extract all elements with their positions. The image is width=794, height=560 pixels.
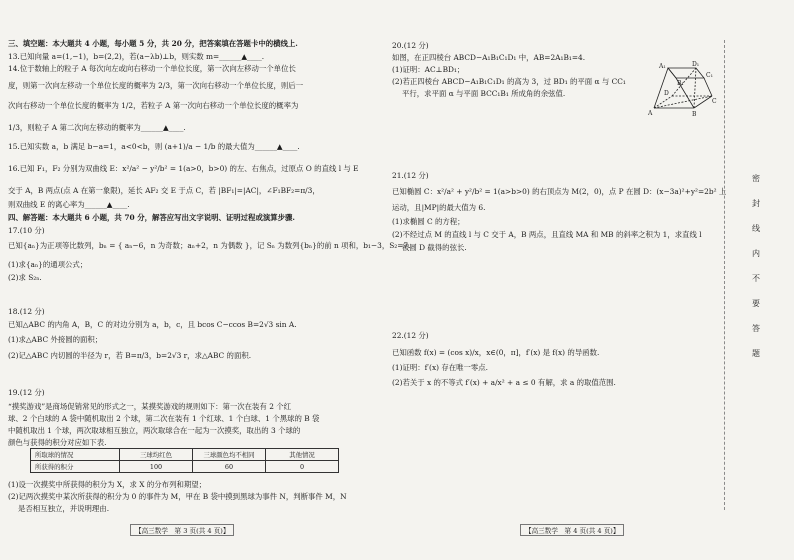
frustum-edge-aa1 [654, 68, 668, 108]
question-22-sub1: (1)证明：f′(x) 存在唯一零点. [392, 363, 489, 372]
question-14-line3: 次向右移动一个单位长度的概率为 1/2，若粒子 A 第一次向右移动一个单位长度的概率为 [8, 101, 299, 110]
page-footer-left: 【高三数学 第 3 页(共 4 页)】 [130, 524, 234, 536]
question-19-head: 19.(12 分) [8, 388, 45, 397]
question-22-head: 22.(12 分) [392, 331, 429, 340]
table-header-row [31, 449, 339, 461]
question-17-head: 17.(10 分) [8, 226, 45, 235]
question-21-line1: 已知椭圆 C：x²/a² + y²/b² = 1(a>b>0) 的右顶点为 M(2，0)，点 P 在圆 D：(x−3a)²+y²=2b² 上 [392, 187, 727, 196]
question-19-sub2: (2)记两次摸奖中某次所获得的积分为 0 的事件为 M，甲在 B 袋中摸到黑球为事件 N，判断事件 M，N [8, 492, 347, 501]
question-22-line1: 已知函数 f(x) = (cos x)/x，x∈(0，π]，f′(x) 是 f(x) 的导函数. [392, 348, 600, 357]
frustum-diagonal-bd1 [694, 68, 696, 108]
question-14-line1: 14.位于数轴上的粒子 A 每次向左或向右移动一个单位长度，第一次向左移动一个单位长 [8, 64, 296, 73]
table-cell: 0 [266, 461, 339, 473]
section4-title: 四、解答题：本大题共 6 小题，共 70 分，解答应写出文字说明、证明过程或演算步骤. [8, 213, 295, 222]
binding-char: 答 [752, 324, 760, 333]
question-19-sub1: (1)设一次摸奖中所获得的积分为 X，求 X 的分布列和期望； [8, 480, 207, 489]
question-15: 15.已知实数 a，b 满足 b−a=1，a<0<b，则 (a+1)/a − 1/b 的最大值为______▲____. [8, 142, 300, 151]
question-18-sub1: (1)求△ABC 外接圆的面积； [8, 335, 103, 344]
question-16-line2: 交于 A，B 两点(点 A 在第一象限)，延长 AF₂ 交 E 于点 C，若 |BF₁|=|AC|，∠F₁BF₂=π/3， [8, 186, 320, 195]
question-21-sub2b: 被圆 D 截得的弦长. [402, 243, 467, 252]
page-footer-right: 【高三数学 第 4 页(共 4 页)】 [520, 524, 624, 536]
label-a1: A₁ [659, 63, 666, 70]
binding-char: 线 [752, 224, 760, 233]
question-21-head: 21.(12 分) [392, 171, 429, 180]
question-20-line1: 如图，在正四棱台 ABCD−A₁B₁C₁D₁ 中，AB=2A₁B₁=4. [392, 53, 586, 62]
table-cell: 60 [193, 461, 266, 473]
question-14-line2: 度，则第一次向左移动一个单位长度的概率为 2/3，第一次向右移动一个单位长度，则后一 [8, 81, 304, 90]
label-c: C [712, 98, 717, 105]
label-d: D [664, 90, 669, 97]
label-b1: B₁ [677, 80, 684, 87]
label-d1: D₁ [692, 61, 700, 68]
question-20-head: 20.(12 分) [392, 41, 429, 50]
binding-char: 题 [752, 349, 760, 358]
label-c1: C₁ [706, 72, 713, 79]
question-17-line1: 已知{aₙ}为正项等比数列，bₙ = { aₙ−6，n 为奇数；aₙ+2，n 为偶数 }，记 Sₙ 为数列{bₙ}的前 n 项和，b₁−3，S₂=7. [8, 241, 411, 250]
label-a: A [648, 110, 653, 117]
question-19-line2: 球、2 个白球的 A 袋中随机取出 2 个球，第二次在装有 1 个红球、1 个白球、1 个黑球的 B 袋 [8, 414, 320, 423]
question-17-sub2: (2)求 S₂ₙ. [8, 273, 42, 282]
question-19-line1: “摸奖游戏”是商场促销常见的形式之一，某摸奖游戏的规则如下：第一次在装有 2 个红 [8, 402, 292, 411]
frustum-diagram [646, 58, 718, 120]
binding-char: 封 [752, 199, 760, 208]
question-16-line3: 则双曲线 E 的离心率为______▲____. [8, 200, 130, 209]
table-header-cell: 所取球的情况 [31, 449, 120, 461]
question-19-sub3: 是否相互独立，并说明理由. [18, 504, 110, 513]
question-20-sub2b: 平行，求平面 α 与平面 BCC₁B₁ 所成角的余弦值. [402, 89, 566, 98]
table-row [31, 461, 339, 473]
question-14-line4: 1/3，则粒子 A 第二次向左移动的概率为______▲____. [8, 123, 186, 132]
question-19-line4: 颜色与获得的积分对应如下表. [8, 438, 107, 447]
question-21-sub2: (2)不经过点 M 的直线 l 与 C 交于 A，B 两点，且直线 MA 和 MB 的斜率之积为 1，求直线 l [392, 230, 702, 239]
binding-char: 内 [752, 249, 760, 258]
question-19-line3: 中随机取出 1 个球，两次取球相互独立，两次取球合在一起为一次摸奖，取出的 3 个球的 [8, 426, 301, 435]
question-18-head: 18.(12 分) [8, 307, 45, 316]
question-20-sub1: (1)证明：AC⊥BD₁； [392, 65, 465, 74]
question-17-sub1: (1)求{aₙ}的通项公式； [8, 260, 88, 269]
question-20-sub2: (2)若正四棱台 ABCD−A₁B₁C₁D₁ 的高为 3，过 BD₁ 的平面 α 与 CC₁ [392, 77, 626, 86]
table-header-cell: 其他情况 [266, 449, 339, 461]
question-18-sub2: (2)记△ABC 内切圆的半径为 r，若 B=π/3，b=2√3 r，求△ABC 的面积. [8, 351, 252, 360]
question-22-sub2: (2)若关于 x 的不等式 f′(x) + a/x² + a ≤ 0 有解，求 a 的取值范围. [392, 378, 616, 387]
table-header-cell: 三球均红色 [120, 449, 193, 461]
question-21-sub1: (1)求椭圆 C 的方程； [392, 217, 465, 226]
binding-notice [746, 175, 766, 375]
question-16-line1: 16.已知 F₁，F₂ 分别为双曲线 E：x²/a² − y²/b² = 1(a>0，b>0) 的左、右焦点，过原点 O 的直线 l 与 E [8, 164, 359, 173]
binding-char: 要 [752, 299, 760, 308]
label-b: B [692, 111, 697, 118]
question-18-line1: 已知△ABC 的内角 A，B，C 的对边分别为 a，b，c，且 bcos C−ccos B=2√3 sin A. [8, 320, 297, 329]
table-row-label: 所获得的积分 [31, 461, 120, 473]
frustum-hidden-ad [654, 96, 672, 108]
question-13: 13.已知向量 a=(1,−1)，b=(2,2)，若(a−λb)⊥b，则实数 m=______▲____. [8, 52, 265, 61]
binding-dashed-line [724, 40, 725, 510]
table-cell: 100 [120, 461, 193, 473]
binding-char: 不 [752, 274, 760, 283]
frustum-edge-b1a1 [668, 68, 676, 78]
question-21-line2: 运动，且|MP|的最大值为 6. [392, 203, 486, 212]
frustum-edge-cc1 [704, 78, 712, 96]
table-header-cell: 三球颜色均不相同 [193, 449, 266, 461]
frustum-top-face [668, 68, 704, 78]
score-table [30, 448, 339, 473]
section3-title: 三、填空题：本大题共 4 小题，每小题 5 分，共 20 分，把答案填在答题卡中的横线上. [8, 39, 298, 48]
binding-char: 密 [752, 174, 760, 183]
